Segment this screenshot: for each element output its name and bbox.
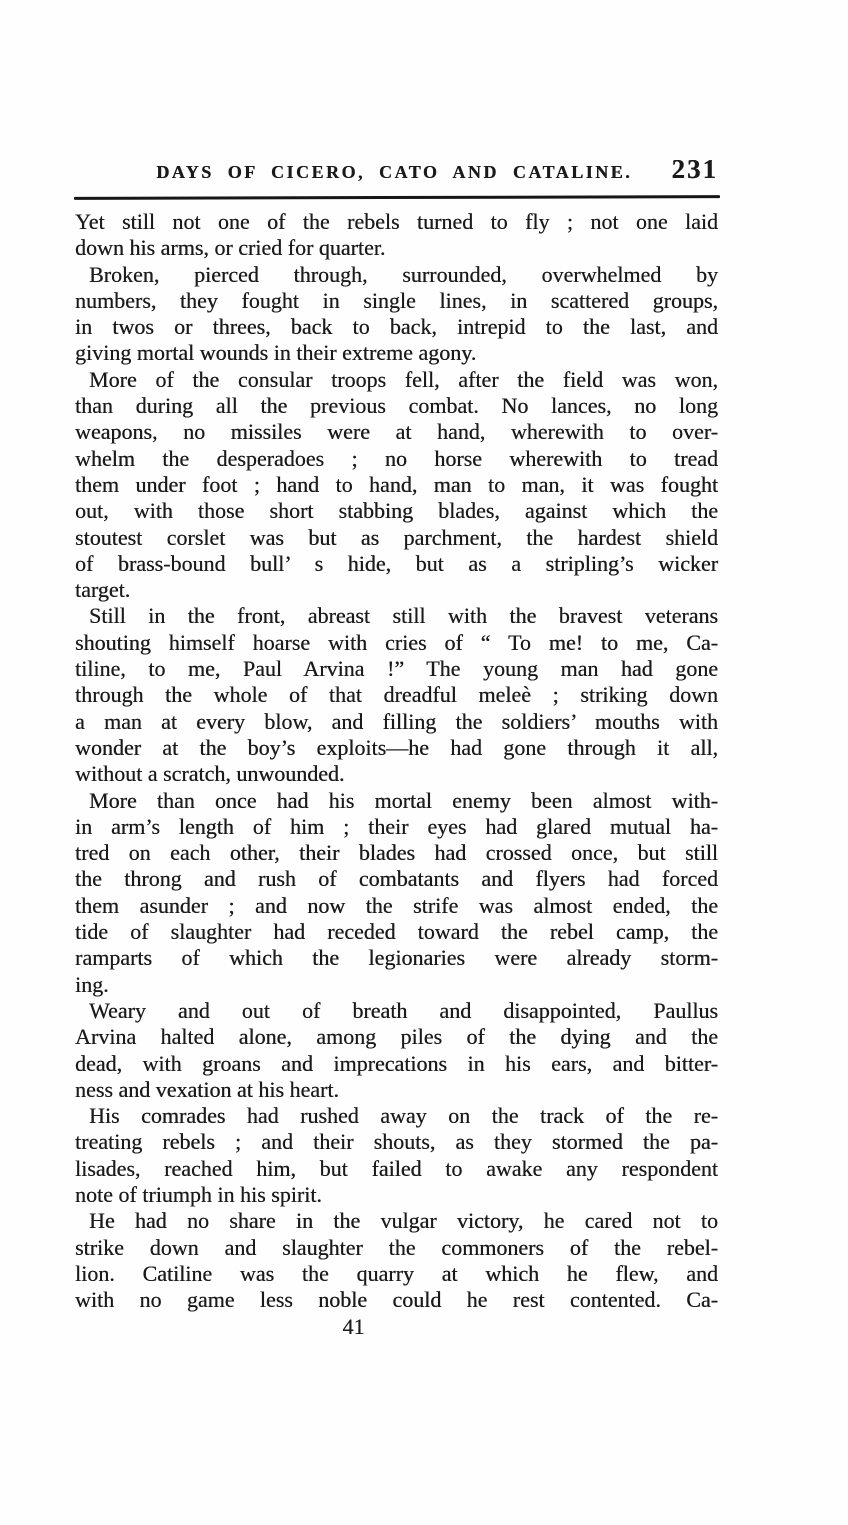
text-line: with no game less noble could he rest contented. Ca- xyxy=(75,1287,718,1313)
text-line: ing. xyxy=(75,971,109,997)
text-line: through the whole of that dreadful meleè ; striking down xyxy=(75,682,718,708)
text-line: than during all the previous combat. No lances, no long xyxy=(75,393,718,419)
text-line: tiline, to me, Paul Arvina !” The young man had gone xyxy=(75,656,718,682)
paragraph xyxy=(75,1103,718,1208)
text-line: lion. Catiline was the quarry at which he flew, and xyxy=(75,1260,718,1286)
text-line: tred on each other, their blades had crossed once, but still xyxy=(75,840,718,866)
text-line: giving mortal wounds in their extreme agony. xyxy=(75,340,477,366)
text-line: stoutest corslet was but as parchment, the hardest shield xyxy=(75,524,718,550)
paragraph xyxy=(75,367,718,604)
text-line: tide of slaughter had receded toward the rebel camp, the xyxy=(75,919,718,945)
text-line: treating rebels ; and their shouts, as they stormed the pa- xyxy=(75,1129,718,1155)
paragraph xyxy=(75,788,718,998)
text-line: out, with those short stabbing blades, against which the xyxy=(75,498,718,524)
paragraph xyxy=(75,262,718,367)
text-line: His comrades had rushed away on the track of the re- xyxy=(89,1103,718,1129)
text-line: He had no share in the vulgar victory, he cared not to xyxy=(89,1208,718,1234)
text-line: shouting himself hoarse with cries of “ To me! to me, Ca- xyxy=(75,629,718,655)
text-line: Weary and out of breath and disappointed, Paullus xyxy=(89,997,718,1023)
text-line: target. xyxy=(75,577,131,603)
text-line: down his arms, or cried for quarter. xyxy=(75,235,386,261)
paragraph xyxy=(75,209,718,262)
running-title: DAYS OF CICERO, CATO AND CATALINE. xyxy=(156,162,633,182)
text-line: wonder at the boy’s exploits—he had gone through it all, xyxy=(75,734,718,760)
text-line: More of the consular troops fell, after the field was won, xyxy=(89,366,718,392)
text-line: note of triumph in his spirit. xyxy=(75,1181,322,1207)
text-line: them asunder ; and now the strife was almost ended, the xyxy=(75,892,718,918)
page-body xyxy=(75,209,718,1313)
text-line: the throng and rush of combatants and flyers had forced xyxy=(75,866,718,892)
text-line: ness and vexation at his heart. xyxy=(75,1076,339,1102)
text-line: lisades, reached him, but failed to awake any respondent xyxy=(75,1155,718,1181)
text-line: Broken, pierced through, surrounded, overwhelmed by xyxy=(89,261,718,287)
paragraph xyxy=(75,998,718,1103)
paragraph xyxy=(75,603,718,787)
text-line: More than once had his mortal enemy been almost with- xyxy=(89,787,718,813)
text-line: ramparts of which the legionaries were already storm- xyxy=(75,945,718,971)
text-line: in arm’s length of him ; their eyes had glared mutual ha- xyxy=(75,813,718,839)
text-line: Yet still not one of the rebels turned to fly ; not one laid xyxy=(75,209,718,234)
paragraph xyxy=(75,1208,718,1313)
text-line: strike down and slaughter the commoners of the rebel- xyxy=(75,1234,718,1260)
text-line: Still in the front, abreast still with the bravest veterans xyxy=(89,603,718,629)
signature-mark: 41 xyxy=(342,1314,365,1339)
text-line: a man at every blow, and filling the soldiers’ mouths with xyxy=(75,708,718,734)
text-line: in twos or threes, back to back, intrepid to the last, and xyxy=(75,314,718,340)
text-line: Arvina halted alone, among piles of the dying and the xyxy=(75,1024,718,1050)
page-number: 231 xyxy=(671,154,718,184)
text-line: numbers, they fought in single lines, in scattered groups, xyxy=(75,287,718,313)
text-line: of brass-bound bull’ s hide, but as a stripling’s wicker xyxy=(75,550,718,576)
header-rule xyxy=(74,195,720,199)
page-header xyxy=(75,154,718,185)
text-line: them under foot ; hand to hand, man to man, it was fought xyxy=(75,471,718,497)
text-line: dead, with groans and imprecations in his ears, and bitter- xyxy=(75,1050,718,1076)
text-line: weapons, no missiles were at hand, wherewith to over- xyxy=(75,419,718,445)
text-line: whelm the desperadoes ; no horse wherewith to tread xyxy=(75,445,718,471)
text-line: without a scratch, unwounded. xyxy=(75,761,345,787)
